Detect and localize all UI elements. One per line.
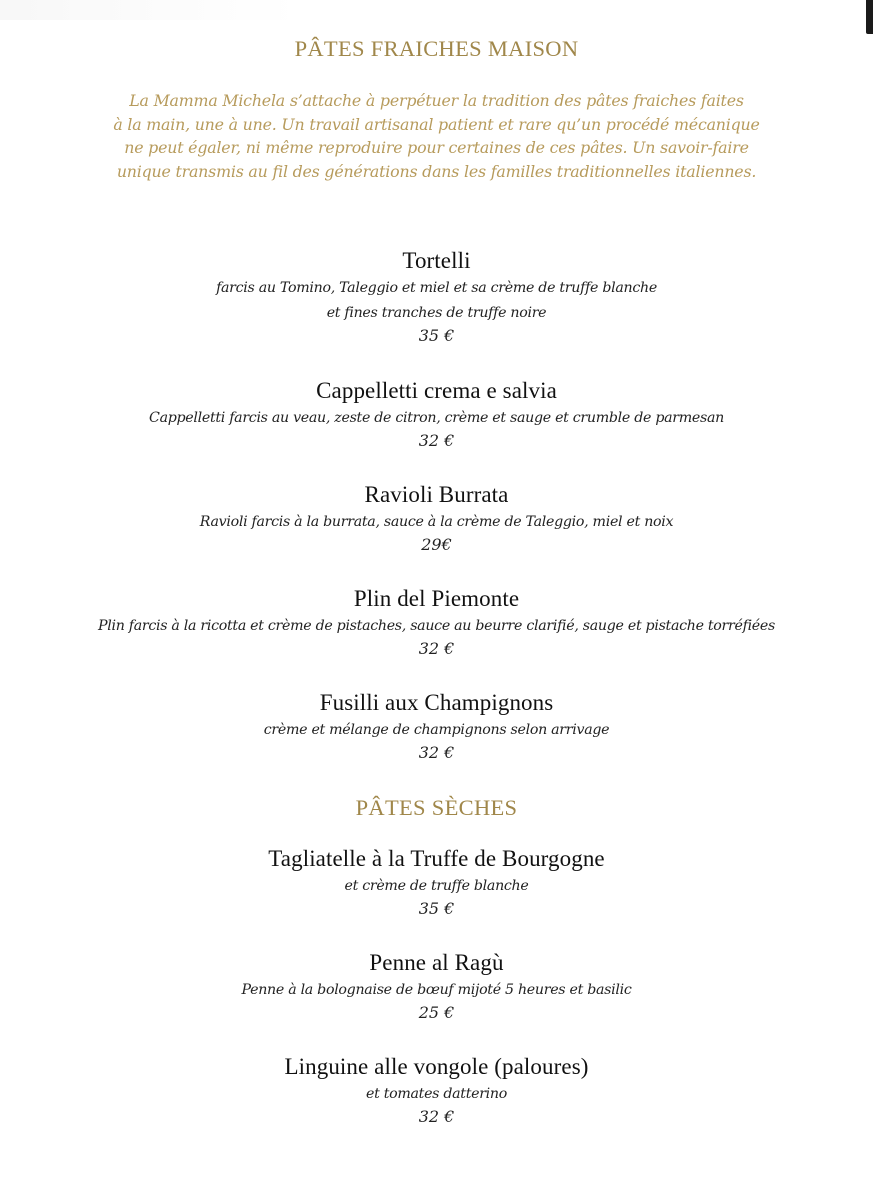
- dish-name: Fusilli aux Champignons: [319, 690, 554, 715]
- intro-line: à la main, une à une. Un travail artisanal patient et rare qu’un procédé mécanique: [113, 114, 760, 134]
- dish-price: 35 €: [418, 899, 455, 918]
- dish-name: Cappelletti crema e salvia: [316, 378, 557, 403]
- page-edge-tab: [866, 0, 873, 34]
- menu-item: [0, 248, 873, 345]
- dish-price: 32 €: [418, 743, 455, 762]
- dish-description: et fines tranches de truffe noire: [326, 305, 547, 321]
- dish-description: Cappelletti farcis au veau, zeste de citron, crème et sauge et crumble de parmesan: [149, 410, 724, 426]
- dish-description: et crème de truffe blanche: [344, 878, 529, 894]
- dish-description: Plin farcis à la ricotta et crème de pistaches, sauce au beurre clarifié, sauge et pistache torréfiées: [98, 618, 775, 634]
- dish-name: Penne al Ragù: [369, 950, 504, 975]
- dish-price: 29€: [421, 535, 452, 554]
- dish-price: 25 €: [418, 1003, 455, 1022]
- dish-name: Linguine alle vongole (paloures): [284, 1054, 589, 1079]
- menu-item: [0, 482, 873, 554]
- section-title-dry-pasta: PÂTES SÈCHES: [355, 795, 518, 820]
- menu-item: [0, 378, 873, 450]
- dish-price: 32 €: [418, 639, 455, 658]
- dish-description: crème et mélange de champignons selon arrivage: [263, 722, 610, 738]
- intro-line: La Mamma Michela s’attache à perpétuer la tradition des pâtes fraiches faites: [129, 91, 744, 110]
- dish-price: 32 €: [418, 1107, 455, 1126]
- section-title-fresh-pasta: PÂTES FRAICHES MAISON: [294, 36, 579, 61]
- dish-name: Tortelli: [402, 248, 471, 273]
- intro-line: unique transmis au fil des générations dans les familles traditionnelles italiennes.: [116, 161, 757, 181]
- dish-name: Plin del Piemonte: [353, 586, 520, 611]
- dish-description: farcis au Tomino, Taleggio et miel et sa crème de truffe blanche: [216, 280, 657, 296]
- dish-description: Ravioli farcis à la burrata, sauce à la crème de Taleggio, miel et noix: [199, 514, 674, 530]
- page-shadow: [0, 0, 300, 20]
- menu-item: [0, 690, 873, 762]
- intro-paragraph: [0, 89, 873, 183]
- menu-item: [0, 950, 873, 1022]
- menu-item: [0, 1054, 873, 1126]
- dish-name: Tagliatelle à la Truffe de Bourgogne: [268, 846, 605, 871]
- dish-price: 32 €: [418, 431, 455, 450]
- dish-description: Penne à la bolognaise de bœuf mijoté 5 heures et basilic: [241, 982, 632, 998]
- menu-item: [0, 586, 873, 658]
- dish-description: et tomates datterino: [366, 1086, 507, 1102]
- dish-name: Ravioli Burrata: [364, 482, 509, 507]
- dish-price: 35 €: [418, 326, 455, 345]
- menu-item: [0, 846, 873, 918]
- intro-line: ne peut égaler, ni même reproduire pour certaines de ces pâtes. Un savoir-faire: [124, 138, 749, 157]
